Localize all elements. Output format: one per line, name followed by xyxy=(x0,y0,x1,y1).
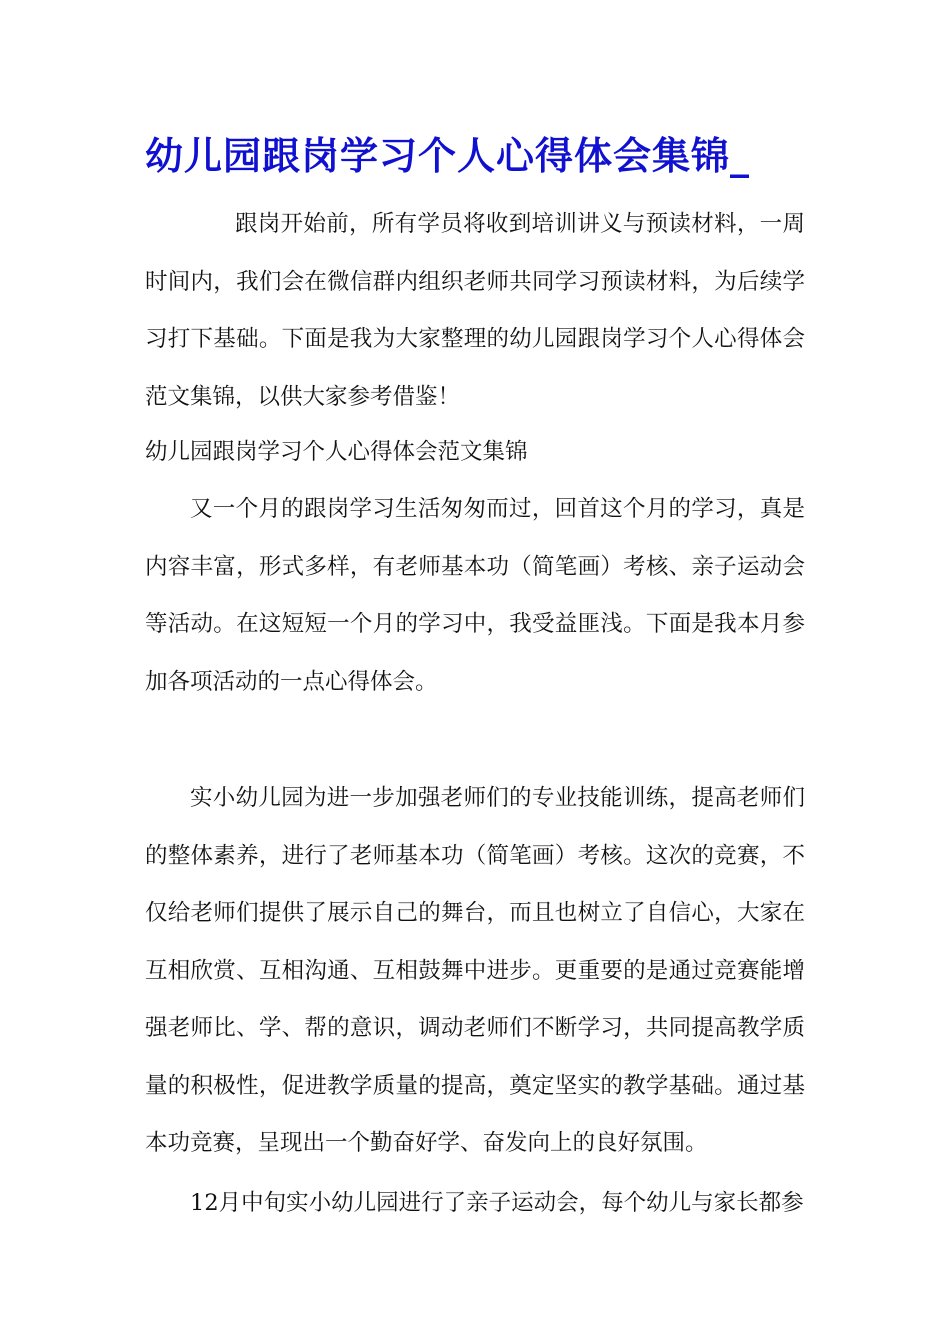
body-paragraph-2: 实小幼儿园为进一步加强老师们的专业技能训练，提高老师们的整体素养，进行了老师基本功（简笔画）考核。这次的竞赛，不仅给老师们提供了展示自己的舞台，而且也树立了自信心，大家在互相欣赏、互相沟通、互相鼓舞中进步。更重要的是通过竞赛能增强老师比、学、帮的意识，调动老师们不断学习，共同提高教学质量的积极性，促进教学质量的提高，奠定坚实的教学基础。通过基本功竞赛，呈现出一个勤奋好学、奋发向上的良好氛围。 xyxy=(145,785,805,1156)
intro-paragraph: 跟岗开始前，所有学员将收到培训讲义与预读材料，一周时间内，我们会在微信群内组织老师共同学习预读材料，为后续学习打下基础。下面是我为大家整理的幼儿园跟岗学习个人心得体会范文集锦，以供大家参考借鉴！ xyxy=(145,211,805,410)
body-paragraph-3: 12月中旬实小幼儿园进行了亲子运动会，每个幼儿与家长都参 xyxy=(190,1190,804,1216)
body-paragraph-1: 又一个月的跟岗学习生活匆匆而过，回首这个月的学习，真是内容丰富，形式多样，有老师基本功（简笔画）考核、亲子运动会等活动。在这短短一个月的学习中，我受益匪浅。下面是我本月参加各项活动的一点心得体会。 xyxy=(145,496,805,695)
section-subtitle: 幼儿园跟岗学习个人心得体会范文集锦 xyxy=(145,439,528,465)
document-title: 幼儿园跟岗学习个人心得体会集锦_ xyxy=(145,133,751,178)
